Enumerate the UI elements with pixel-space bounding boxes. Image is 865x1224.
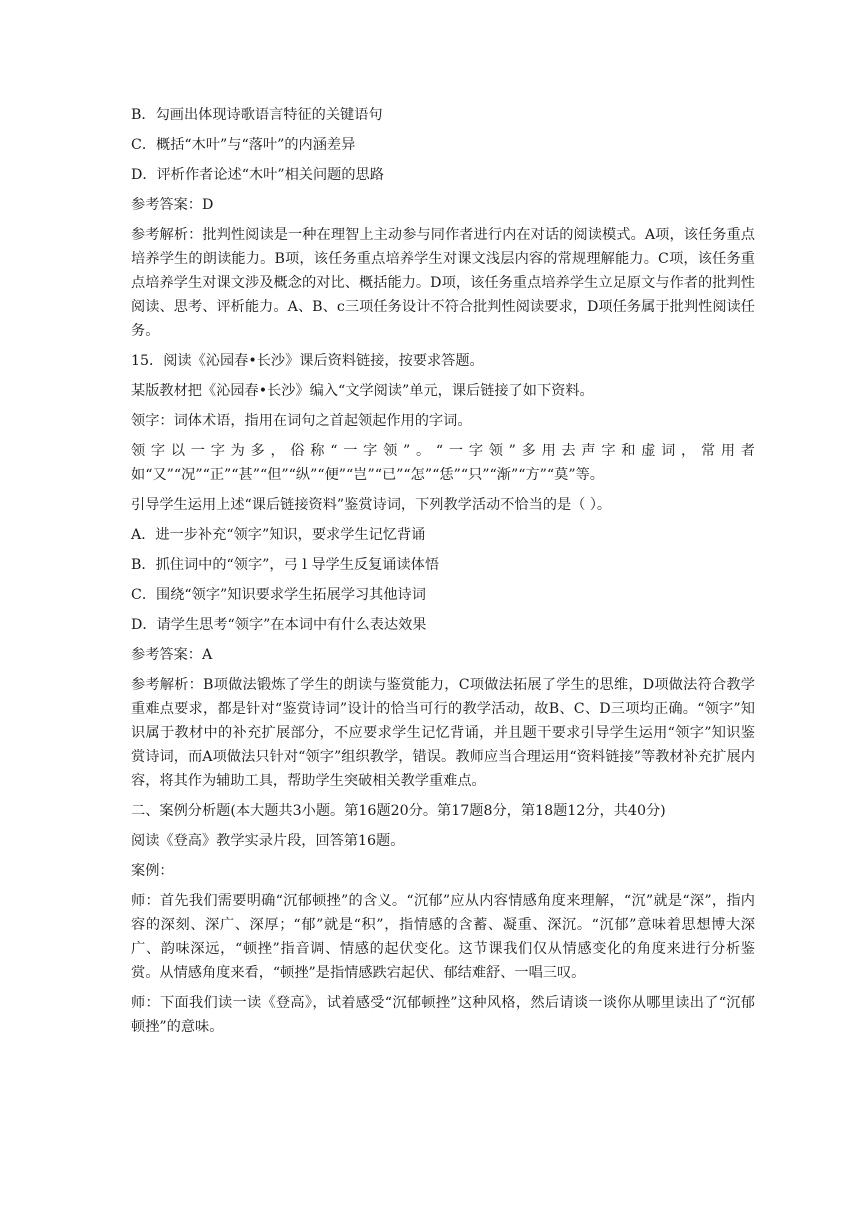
- teacher-speech-1: 师：首先我们需要明确“沉郁顿挫”的含义。“沉郁”应从内容情感角度来理解，“沉”就是“深”，指内容的深刻、深广、深厚；“郁”就是“积”，指情感的含蓄、凝重、深沉。“沉郁”意味着思想博大深广、韵味深远，“顿挫”指音调、情感的起伏变化。这节课我们仅从情感变化的角度来进行分析鉴赏。从情感角度来看，“顿挫”是指情感跌宕起伏、郁结难舒、一唱三叹。: [131, 893, 755, 981]
- case-label: 案例：: [131, 863, 174, 879]
- answer-15: 参考答案：A: [131, 647, 213, 663]
- option-b: B．勾画出体现诗歌语言特征的关键语句: [131, 107, 383, 123]
- question-16-intro: 阅读《登高》教学实录片段，回答第16题。: [131, 833, 405, 849]
- analysis-14: 参考解析：批判性阅读是一种在理智上主动参与同作者进行内在对话的阅读模式。A项，该任务重点培养学生的朗读能力。B项，该任务重点培养学生对课文浅层内容的常规理解能力。C项，该任务重点培养学生对课文涉及概念的对比、概括能力。D项，该任务重点培养学生立足原文与作者的批判性阅读、思考、评析能力。A、B、c三项任务设计不符合批判性阅读要求，D项任务属于批判性阅读任务。: [131, 227, 755, 339]
- question-15-context: 某版教材把《沁园春•长沙》编入“文学阅读”单元，课后链接了如下资料。: [131, 383, 594, 399]
- teacher-speech-2: 师：下面我们读一读《登高》，试着感受“沉郁顿挫”这种风格，然后请谈一谈你从哪里读出了“沉郁顿挫”的意味。: [131, 995, 755, 1035]
- option-a-15: A．进一步补充“领字”知识，要求学生记忆背诵: [131, 527, 426, 543]
- option-c: C．概括“木叶”与“落叶”的内涵差异: [131, 137, 356, 153]
- definition-lingzi: 领字：词体术语，指用在词句之首起领起作用的字词。: [131, 413, 472, 429]
- definition-lingzi-detail: 领字以一字为多，俗称“一字领”。“一字领”多用去声字和虚词，常用者如“又”“况”“正”“甚”“但”“纵”“便”“岂”“已”“怎”“恁”“只”“渐”“方”“莫”等。: [131, 443, 755, 483]
- section-heading-case-analysis: 二、案例分析题(本大题共3小题。第16题20分。第17题8分，第18题12分，共40分): [131, 803, 666, 819]
- answer-14: 参考答案：D: [131, 197, 214, 213]
- question-15-stem: 引导学生运用上述“课后链接资料”鉴赏诗词，下列教学活动不恰当的是（ ）。: [131, 497, 612, 513]
- option-d: D．评析作者论述“木叶”相关问题的思路: [131, 167, 384, 183]
- question-15: 15．阅读《沁园春•长沙》课后资料链接，按要求答题。: [131, 353, 484, 369]
- option-c-15: C．围绕“领字”知识要求学生拓展学习其他诗词: [131, 587, 426, 603]
- analysis-15: 参考解析：B项做法锻炼了学生的朗读与鉴赏能力，C项做法拓展了学生的思维，D项做法符合教学重难点要求，都是针对“鉴赏诗词”设计的恰当可行的教学活动，故B、C、D三项均正确。“领字”知识属于教材中的补充扩展部分，不应要求学生记忆背诵，并且题干要求引导学生运用“领字”知识鉴赏诗词，而A项做法只针对“领字”组织教学，错误。教师应当合理运用“资料链接”等教材补充扩展内容，将其作为辅助工具，帮助学生突破相关教学重难点。: [131, 677, 755, 789]
- option-d-15: D．请学生思考“领字”在本词中有什么表达效果: [131, 617, 427, 633]
- option-b-15: B．抓住词中的“领字”，弓 l 导学生反复诵读体悟: [131, 557, 440, 573]
